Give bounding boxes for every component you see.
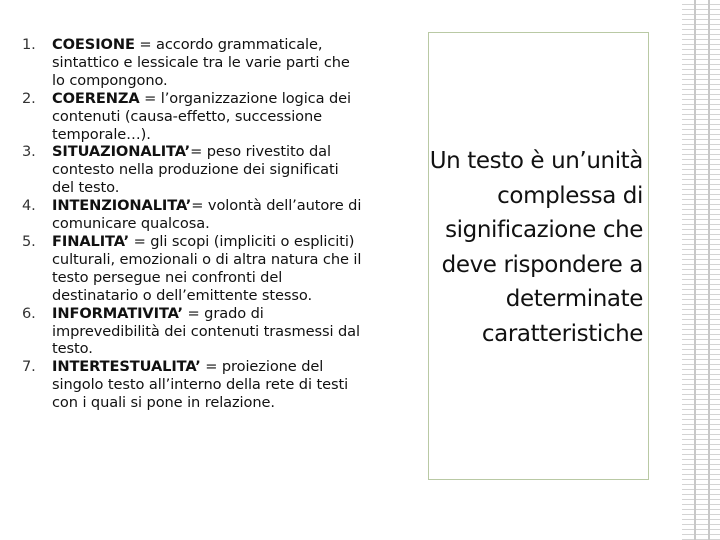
list-item-number: 5.	[22, 232, 36, 250]
list-item-term: SITUAZIONALITA’	[52, 143, 191, 161]
list-item	[22, 143, 362, 197]
decorative-stripes	[682, 0, 720, 540]
list-item-description: = l’organizzazione logica dei contenuti (causa-effetto, successione temporale…).	[52, 89, 351, 143]
list-item-text	[52, 36, 362, 90]
list-item-term: INFORMATIVITA’	[52, 304, 183, 322]
list-item	[22, 90, 362, 144]
statement-text: Un testo è un’unità complessa di significazione che deve rispondere a determinate caratteristiche	[429, 148, 643, 347]
list-item-number: 3.	[22, 143, 36, 161]
list-item-term: COERENZA	[52, 89, 140, 107]
list-item	[22, 305, 362, 359]
list-item-number: 2.	[22, 89, 36, 107]
list-item-description: = accordo grammaticale, sintattico e lessicale tra le varie parti che lo compongono.	[52, 36, 350, 89]
list-item-term: INTENZIONALITA’	[52, 197, 192, 215]
list-item-text	[52, 143, 362, 197]
list-item-number: 1.	[22, 36, 36, 53]
list-item-text	[52, 197, 362, 233]
list-item-text	[52, 90, 362, 144]
list-item-description: = gli scopi (impliciti o espliciti) culturali, emozionali o di altra natura che il testo persegue nei confronti del destinatario o dell’emittente stesso.	[52, 232, 362, 304]
list-item-description: = peso rivestito dal contesto nella produzione dei significati del testo.	[52, 143, 339, 197]
list-item-term: COESIONE	[52, 36, 135, 53]
list-item	[22, 358, 362, 412]
decorative-bar	[694, 0, 696, 540]
list-item-number: 6.	[22, 304, 36, 322]
list-item-term: INTERTESTUALITA’	[52, 358, 201, 376]
list-item	[22, 197, 362, 233]
list-item-number: 4.	[22, 197, 36, 215]
list-item-text	[52, 305, 362, 359]
decorative-bar	[708, 0, 710, 540]
list-item-description: = proiezione del singolo testo all’interno della rete di testi con i quali si pone in relazione.	[52, 358, 349, 412]
characteristics-list	[22, 36, 362, 412]
list-item	[22, 36, 362, 90]
list-item	[22, 233, 362, 305]
list-item-text	[52, 358, 362, 412]
list-item-description: = volontà dell’autore di comunicare qualcosa.	[52, 197, 362, 233]
list-item-text	[52, 233, 362, 305]
list-item-term: FINALITA’	[52, 232, 130, 250]
list-item-number: 7.	[22, 358, 36, 376]
list-item-description: = grado di imprevedibilità dei contenuti trasmessi dal testo.	[52, 304, 360, 358]
